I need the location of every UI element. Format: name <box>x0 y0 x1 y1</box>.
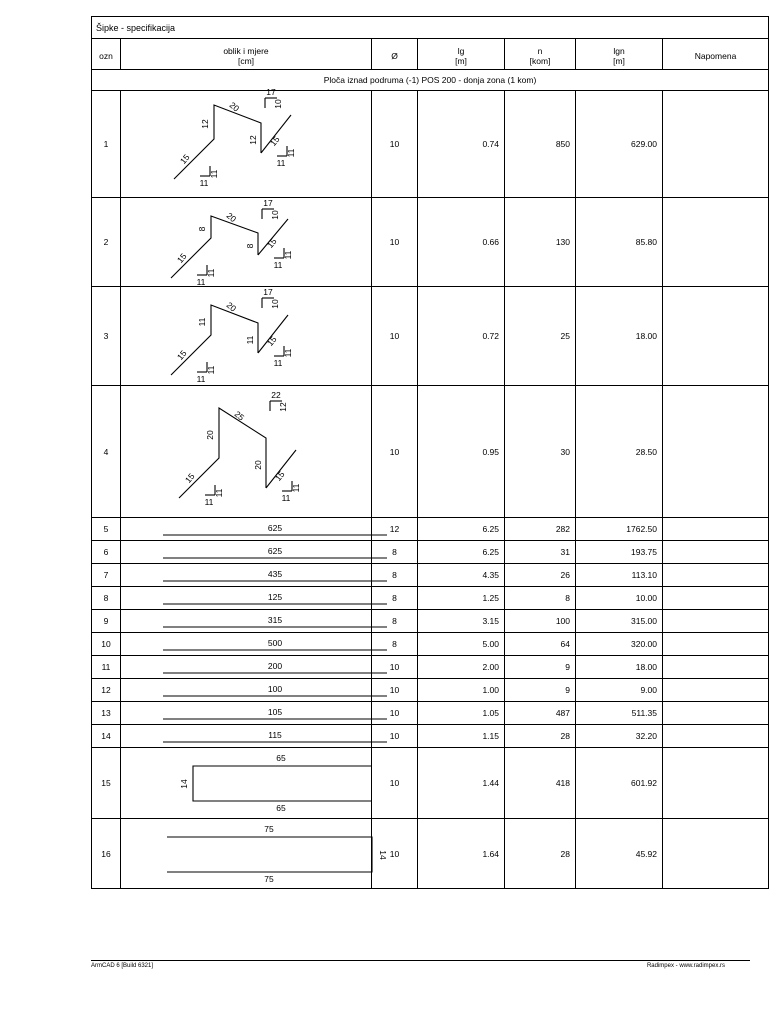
dim-top-slope: 25 <box>232 408 247 423</box>
cell-n: 8 <box>505 587 576 610</box>
cell-lg: 0.72 <box>418 287 505 386</box>
dim-foot-right-2: 11 <box>283 348 293 357</box>
cell-shape <box>121 610 372 633</box>
dim-foot-right-2: 11 <box>291 483 301 492</box>
cell-napomena <box>663 198 769 287</box>
dim-diag-left: 15 <box>177 151 192 166</box>
dim-diag-right: 15 <box>267 133 282 148</box>
footer-vendor: Radimpex - www.radimpex.rs <box>646 963 725 969</box>
table-row <box>92 564 769 587</box>
cell-diameter: 10 <box>372 386 418 518</box>
cell-lg: 5.00 <box>418 633 505 656</box>
dim-foot-right: 11 <box>273 357 283 368</box>
cell-shape <box>121 819 388 889</box>
dim-right-vertical: 12 <box>248 134 258 145</box>
cell-lg: 1.44 <box>418 748 505 819</box>
bar-shape-drawing <box>121 634 372 655</box>
dim-foot-right: 11 <box>276 157 286 168</box>
cell-lgn: 113.10 <box>576 564 663 587</box>
bar-shape-drawing <box>121 749 372 818</box>
section-title: Ploča iznad podruma (-1) POS 200 - donja zona (1 kom) <box>92 70 769 91</box>
cell-shape <box>121 287 372 386</box>
cell-napomena <box>663 91 769 198</box>
table-row <box>92 702 769 725</box>
cell-n: 26 <box>505 564 576 587</box>
dim-right-vertical: 8 <box>245 243 255 248</box>
cell-lg: 1.15 <box>418 725 505 748</box>
cell-n: 9 <box>505 656 576 679</box>
cell-lg: 2.00 <box>418 656 505 679</box>
cell-napomena <box>663 541 769 564</box>
dim-diag-left: 15 <box>182 470 197 485</box>
cell-lgn: 1762.50 <box>576 518 663 541</box>
cell-diameter: 10 <box>372 91 418 198</box>
cell-n: 31 <box>505 541 576 564</box>
bar-shape-drawing <box>121 680 372 701</box>
cell-lg: 0.66 <box>418 198 505 287</box>
table-row <box>92 819 769 889</box>
footer-software: ArmCAD 6 [Build 6321] <box>91 963 154 969</box>
dim-diag-left: 15 <box>174 347 189 362</box>
cell-diameter: 10 <box>372 656 418 679</box>
rebar-spec-table <box>91 16 769 889</box>
bar-shape-drawing <box>121 703 372 724</box>
cell-shape <box>121 198 372 287</box>
cell-ozn: 7 <box>92 564 121 587</box>
dim-left-vertical: 8 <box>197 226 207 231</box>
dim-side: 14 <box>378 849 388 860</box>
cell-lg: 1.00 <box>418 679 505 702</box>
dim-left-vertical: 20 <box>205 429 215 440</box>
cell-ozn: 6 <box>92 541 121 564</box>
dim-foot-left: 11 <box>196 276 206 287</box>
cell-diameter: 10 <box>372 819 418 889</box>
dim-top-right: 12 <box>278 401 288 412</box>
dim-diag-right: 15 <box>272 468 287 483</box>
cell-napomena <box>663 819 769 889</box>
cell-ozn: 11 <box>92 656 121 679</box>
dim-foot-right: 11 <box>273 259 283 270</box>
bar-shape-drawing <box>121 588 372 609</box>
cell-shape <box>121 725 372 748</box>
cell-lgn: 18.00 <box>576 287 663 386</box>
dim-length: 625 <box>267 545 283 556</box>
dim-foot-left-2: 11 <box>209 169 219 178</box>
bar-shape-drawing <box>121 565 372 586</box>
dim-length: 105 <box>267 706 283 717</box>
cell-n: 130 <box>505 198 576 287</box>
cell-lg: 6.25 <box>418 541 505 564</box>
dim-length: 625 <box>267 522 283 533</box>
dim-length: 315 <box>267 614 283 625</box>
cell-n: 30 <box>505 386 576 518</box>
cell-ozn: 16 <box>92 819 121 889</box>
cell-lgn: 9.00 <box>576 679 663 702</box>
rows-body <box>92 86 769 889</box>
bar-u-shape <box>193 766 371 801</box>
cell-shape <box>121 656 372 679</box>
cell-lgn: 32.20 <box>576 725 663 748</box>
cell-shape <box>121 518 372 541</box>
cell-ozn: 4 <box>92 386 121 518</box>
header-n: n [kom] <box>505 39 576 70</box>
cell-diameter: 8 <box>372 541 418 564</box>
dim-length: 125 <box>267 591 283 602</box>
bar-shape-line <box>179 408 266 498</box>
cell-napomena <box>663 725 769 748</box>
cell-napomena <box>663 702 769 725</box>
dim-length: 500 <box>267 637 283 648</box>
cell-n: 100 <box>505 610 576 633</box>
cell-n: 64 <box>505 633 576 656</box>
dim-top: 65 <box>276 752 286 763</box>
cell-shape <box>121 386 372 518</box>
table-row <box>92 541 769 564</box>
table-row <box>92 725 769 748</box>
cell-ozn: 15 <box>92 748 121 819</box>
dim-top: 17 <box>266 86 276 97</box>
cell-diameter: 12 <box>372 518 418 541</box>
header-napomena: Napomena <box>663 39 769 70</box>
cell-ozn: 5 <box>92 518 121 541</box>
cell-lgn: 28.50 <box>576 386 663 518</box>
cell-lgn: 601.92 <box>576 748 663 819</box>
table-row <box>92 679 769 702</box>
dim-diag-left: 15 <box>174 250 189 265</box>
cell-ozn: 13 <box>92 702 121 725</box>
dim-top: 75 <box>264 823 274 834</box>
dim-foot-left-2: 11 <box>206 268 216 277</box>
dim-right-vertical: 11 <box>245 335 255 344</box>
table-row <box>92 587 769 610</box>
title-row <box>92 17 769 39</box>
dim-bottom: 75 <box>264 873 274 884</box>
cell-diameter: 10 <box>372 679 418 702</box>
page-footer <box>91 960 750 969</box>
bar-shape-drawing <box>121 288 372 385</box>
header-row <box>92 39 769 70</box>
cell-n: 418 <box>505 748 576 819</box>
dim-right-vertical: 20 <box>253 459 263 470</box>
table-row <box>92 656 769 679</box>
cell-napomena <box>663 633 769 656</box>
cell-ozn: 2 <box>92 198 121 287</box>
cell-shape <box>121 564 372 587</box>
cell-lgn: 45.92 <box>576 819 663 889</box>
table-row <box>92 91 769 198</box>
table-row <box>92 633 769 656</box>
dim-length: 115 <box>268 729 282 740</box>
cell-shape <box>121 587 372 610</box>
cell-lgn: 511.35 <box>576 702 663 725</box>
cell-lg: 0.95 <box>418 386 505 518</box>
cell-ozn: 9 <box>92 610 121 633</box>
dim-top-right: 10 <box>273 98 283 109</box>
table-title: Šipke - specifikacija <box>92 17 769 39</box>
dim-length: 100 <box>267 683 283 694</box>
dim-top-slope: 20 <box>224 299 239 314</box>
cell-lgn: 85.80 <box>576 198 663 287</box>
cell-napomena <box>663 564 769 587</box>
dim-top: 17 <box>263 197 273 208</box>
cell-n: 28 <box>505 725 576 748</box>
cell-ozn: 10 <box>92 633 121 656</box>
cell-shape <box>121 541 372 564</box>
cell-lgn: 18.00 <box>576 656 663 679</box>
dim-top-slope: 20 <box>224 209 239 224</box>
cell-diameter: 10 <box>372 287 418 386</box>
header-oblik: oblik i mjere [cm] <box>121 39 372 70</box>
dim-top: 22 <box>271 389 281 400</box>
dim-foot-left: 11 <box>204 496 214 507</box>
table-row <box>92 198 769 287</box>
cell-lg: 0.74 <box>418 91 505 198</box>
dim-foot-left-2: 11 <box>214 488 224 497</box>
cell-shape <box>121 748 372 819</box>
cell-napomena <box>663 656 769 679</box>
cell-lgn: 629.00 <box>576 91 663 198</box>
dim-side: 14 <box>179 778 189 789</box>
dim-diag-right: 15 <box>264 333 279 348</box>
bar-shape-drawing <box>121 657 372 678</box>
cell-diameter: 8 <box>372 610 418 633</box>
table-row <box>92 287 769 386</box>
dim-top-right: 10 <box>270 298 280 309</box>
cell-napomena <box>663 748 769 819</box>
cell-napomena <box>663 287 769 386</box>
header-ozn: ozn <box>92 39 121 70</box>
bar-shape-drawing <box>121 542 372 563</box>
dim-left-vertical: 11 <box>197 317 207 326</box>
dim-length: 435 <box>267 568 283 579</box>
cell-ozn: 8 <box>92 587 121 610</box>
section-row <box>92 70 769 91</box>
table-row <box>92 518 769 541</box>
cell-ozn: 1 <box>92 91 121 198</box>
bar-u-shape <box>167 837 372 872</box>
cell-lgn: 315.00 <box>576 610 663 633</box>
dim-top: 17 <box>263 286 273 297</box>
cell-diameter: 8 <box>372 587 418 610</box>
cell-napomena <box>663 610 769 633</box>
cell-n: 282 <box>505 518 576 541</box>
dim-top-slope: 20 <box>227 99 242 114</box>
dim-foot-right-2: 11 <box>283 250 293 259</box>
header-lg: lg [m] <box>418 39 505 70</box>
bar-shape-drawing <box>121 726 372 747</box>
cell-n: 9 <box>505 679 576 702</box>
cell-diameter: 10 <box>372 198 418 287</box>
cell-n: 28 <box>505 819 576 889</box>
table-row <box>92 610 769 633</box>
dim-foot-left: 11 <box>196 373 206 384</box>
dim-foot-left: 11 <box>199 177 209 188</box>
cell-lg: 1.25 <box>418 587 505 610</box>
bar-shape-drawing <box>121 611 372 632</box>
cell-napomena <box>663 587 769 610</box>
header-lgn: lgn [m] <box>576 39 663 70</box>
dim-diag-right: 15 <box>264 235 279 250</box>
dim-length: 200 <box>267 660 283 671</box>
cell-n: 850 <box>505 91 576 198</box>
cell-lg: 1.64 <box>418 819 505 889</box>
cell-lgn: 193.75 <box>576 541 663 564</box>
cell-lgn: 320.00 <box>576 633 663 656</box>
dim-top-right: 10 <box>270 209 280 220</box>
cell-ozn: 3 <box>92 287 121 386</box>
bar-shape-drawing <box>121 519 372 540</box>
cell-shape <box>121 702 372 725</box>
cell-n: 25 <box>505 287 576 386</box>
bar-shape-drawing <box>121 820 388 888</box>
table-row <box>92 386 769 518</box>
dim-left-vertical: 12 <box>200 118 210 129</box>
cell-diameter: 10 <box>372 702 418 725</box>
cell-diameter: 8 <box>372 633 418 656</box>
table-row <box>92 748 769 819</box>
cell-diameter: 8 <box>372 564 418 587</box>
cell-napomena <box>663 386 769 518</box>
cell-lg: 6.25 <box>418 518 505 541</box>
cell-lg: 4.35 <box>418 564 505 587</box>
bar-shape-drawing <box>121 199 372 286</box>
cell-ozn: 14 <box>92 725 121 748</box>
cell-lg: 3.15 <box>418 610 505 633</box>
cell-shape <box>121 679 372 702</box>
cell-ozn: 12 <box>92 679 121 702</box>
bar-shape-drawing <box>121 86 372 197</box>
dim-bottom: 65 <box>276 802 286 813</box>
dim-foot-left-2: 11 <box>206 365 216 374</box>
cell-napomena <box>663 679 769 702</box>
cell-n: 487 <box>505 702 576 725</box>
bar-shape-drawing <box>121 387 372 517</box>
header-dia: Ø <box>372 39 418 70</box>
cell-diameter: 10 <box>372 748 418 819</box>
cell-shape <box>121 633 372 656</box>
cell-lg: 1.05 <box>418 702 505 725</box>
cell-shape <box>121 86 372 198</box>
dim-foot-right: 11 <box>281 492 291 503</box>
dim-foot-right-2: 11 <box>286 148 296 157</box>
cell-napomena <box>663 518 769 541</box>
cell-lgn: 10.00 <box>576 587 663 610</box>
cell-diameter: 10 <box>372 725 418 748</box>
